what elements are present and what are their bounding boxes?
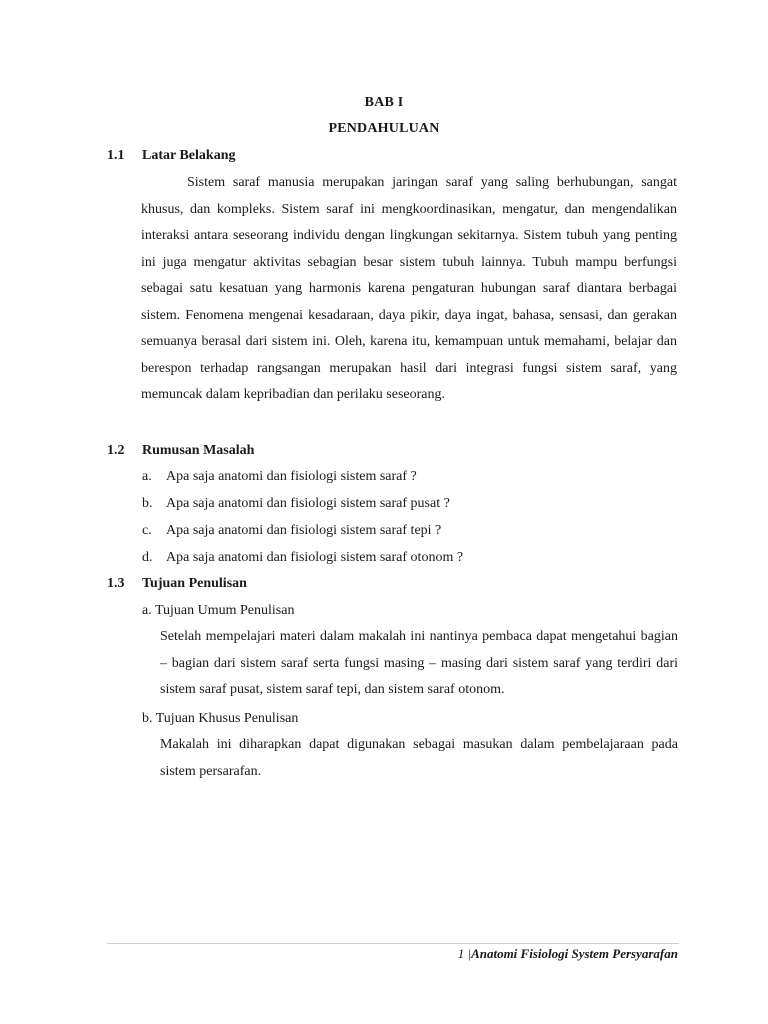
list-item: [142, 469, 417, 485]
subheading-tujuan-khusus: b. Tujuan Khusus Penulisan: [142, 711, 299, 726]
list-item: [142, 496, 450, 512]
section-heading-tujuan-penulisan: [107, 576, 247, 592]
list-marker: c.: [142, 523, 152, 538]
chapter-label: BAB I: [364, 95, 404, 110]
section-number: 1.1: [107, 148, 125, 163]
list-text: Apa saja anatomi dan fisiologi sistem saraf otonom ?: [166, 550, 464, 565]
list-text: Apa saja anatomi dan fisiologi sistem saraf tepi ?: [166, 523, 442, 538]
list-marker: b.: [142, 496, 153, 511]
list-marker: a.: [142, 469, 152, 484]
section-title: Tujuan Penulisan: [142, 576, 247, 591]
list-text: Apa saja anatomi dan fisiologi sistem saraf pusat ?: [166, 496, 450, 511]
section-number: 1.2: [107, 443, 125, 458]
section-number: 1.3: [107, 576, 125, 591]
section-heading-rumusan-masalah: [107, 443, 254, 459]
subheading-tujuan-umum: a. Tujuan Umum Penulisan: [142, 603, 295, 618]
list-item: [142, 550, 463, 566]
list-text: Apa saja anatomi dan fisiologi sistem saraf ?: [166, 469, 417, 484]
list-marker: d.: [142, 550, 153, 565]
list-item: [142, 523, 441, 539]
chapter-title: PENDAHULUAN: [328, 121, 440, 136]
tujuan-khusus-paragraph: Makalah ini diharapkan dapat digunakan sebagai masukan dalam pembelajaraan pada sistem persarafan.: [160, 737, 678, 779]
tujuan-umum-paragraph: Setelah mempelajari materi dalam makalah ini nantinya pembaca dapat mengetahui bagian – bagian dari sistem saraf serta fungsi masing – masing dari sistem saraf yang terdiri dari sistem saraf pusat, sistem saraf tepi, dan sistem saraf otonom.: [160, 629, 678, 697]
section-title: Latar Belakang: [142, 148, 236, 163]
footer-divider: [107, 943, 679, 944]
latar-belakang-paragraph: Sistem saraf manusia merupakan jaringan saraf yang saling berhubungan, sangat khusus, dan kompleks. Sistem saraf ini mengkoordinasikan, mengatur, dan mengendalikan interaksi antara seseorang individu dengan lingkungan sekitarnya. Sistem tubuh yang penting ini juga mengatur aktivitas sebagian besar sistem tubuh lainnya. Tubuh mampu berfungsi sebagai satu kesatuan yang harmonis karena pengaturan hubungan saraf diantara berbagai sistem. Fenomena mengenai kesadaraan, daya pikir, daya ingat, bahasa, sensasi, dan gerakan semuanya berasal dari sistem ini. Oleh, karena itu, kemampuan untuk memahami, belajar dan berespon terhadap rangsangan merupakan hasil dari integrasi fungsi sistem saraf, yang memuncak dalam kepribadian dan perilaku seseorang.: [141, 175, 677, 402]
section-heading-latar-belakang: [107, 148, 235, 164]
page-footer: [458, 946, 678, 962]
footer-title: Anatomi Fisiologi System Persyarafan: [471, 946, 678, 961]
section-title: Rumusan Masalah: [142, 443, 255, 458]
page-number: 1 |: [457, 946, 472, 961]
